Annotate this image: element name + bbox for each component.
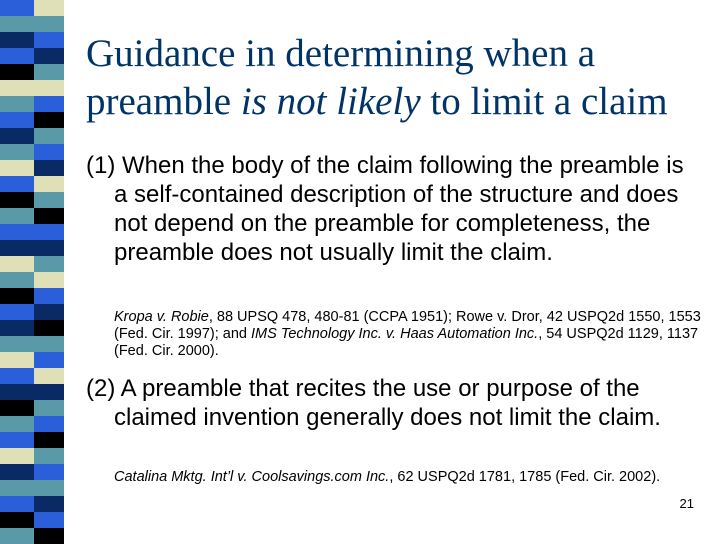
stripe-block <box>0 160 34 176</box>
stripe-block <box>0 48 34 64</box>
stripe-block <box>34 48 64 64</box>
stripe-block <box>0 480 34 496</box>
page-number: 21 <box>679 496 694 511</box>
stripe-block <box>0 304 34 320</box>
stripe-block <box>0 272 34 288</box>
stripe-block <box>34 384 64 400</box>
stripe-block <box>34 256 64 272</box>
stripe-block <box>0 144 34 160</box>
stripe-block <box>34 368 64 384</box>
stripe-block <box>0 368 34 384</box>
stripe-block <box>34 400 64 416</box>
stripe-block <box>34 224 64 240</box>
stripe-block <box>34 240 64 256</box>
stripe-block <box>34 448 64 464</box>
stripe-block <box>0 400 34 416</box>
title-part2: to limit a claim <box>430 80 668 123</box>
stripe-block <box>34 0 64 16</box>
stripe-block <box>0 320 34 336</box>
stripe-block <box>34 176 64 192</box>
title-emphasis: is not likely <box>240 80 421 123</box>
stripe-block <box>0 384 34 400</box>
stripe-block <box>34 336 64 352</box>
stripe-block <box>0 80 34 96</box>
stripe-block <box>0 240 34 256</box>
citation-text: , 88 UPSQ 478, 480-81 (CCPA 1951); Rowe v. Dror, 42 USPQ2d 1550, 1553 (Fed. Cir. 1997); and <box>114 309 701 342</box>
stripe-block <box>0 288 34 304</box>
decorative-stripe <box>0 0 64 540</box>
stripe-block <box>0 416 34 432</box>
stripe-block <box>0 528 34 544</box>
guidance-item-1: (1) When the body of the claim following the preamble is a self-contained description of the structure and does not depend on the preamble for completeness, the preamble does not usually limit the claim. <box>86 152 684 266</box>
guidance-item-2: (2) A preamble that recites the use or purpose of the claimed invention generally does not limit the claim. <box>86 375 661 431</box>
stripe-block <box>0 208 34 224</box>
slide-title <box>86 30 706 126</box>
stripe-block <box>0 16 34 32</box>
stripe-block <box>34 320 64 336</box>
stripe-block <box>34 512 64 528</box>
stripe-block <box>34 160 64 176</box>
stripe-block <box>34 16 64 32</box>
stripe-block <box>0 352 34 368</box>
stripe-block <box>34 128 64 144</box>
stripe-block <box>0 0 34 16</box>
stripe-block <box>0 512 34 528</box>
stripe-block <box>0 224 34 240</box>
stripe-block <box>34 528 64 544</box>
stripe-block <box>0 464 34 480</box>
stripe-block <box>34 32 64 48</box>
citation-1 <box>114 309 704 360</box>
case-name: Catalina Mktg. Int’l v. Coolsavings.com Inc. <box>114 469 390 485</box>
stripe-block <box>34 112 64 128</box>
citation-text: , 54 USPQ2d 1129, 1137 (Fed. Cir. 2000). <box>114 326 699 359</box>
stripe-block <box>0 192 34 208</box>
stripe-block <box>34 288 64 304</box>
stripe-block <box>0 432 34 448</box>
stripe-block <box>0 256 34 272</box>
citation-text: , 62 USPQ2d 1781, 1785 (Fed. Cir. 2002). <box>389 469 661 485</box>
stripe-block <box>34 432 64 448</box>
stripe-block <box>34 496 64 512</box>
case-name: Kropa v. Robie <box>114 309 209 325</box>
stripe-block <box>34 272 64 288</box>
stripe-block <box>34 304 64 320</box>
stripe-block <box>34 144 64 160</box>
stripe-block <box>34 80 64 96</box>
stripe-block <box>0 32 34 48</box>
stripe-block <box>34 192 64 208</box>
stripe-block <box>0 96 34 112</box>
stripe-block <box>0 336 34 352</box>
stripe-block <box>34 64 64 80</box>
stripe-block <box>0 496 34 512</box>
stripe-block <box>34 480 64 496</box>
stripe-block <box>34 352 64 368</box>
stripe-block <box>0 128 34 144</box>
citation-2 <box>114 469 704 486</box>
stripe-block <box>34 96 64 112</box>
stripe-block <box>0 448 34 464</box>
stripe-block <box>0 112 34 128</box>
stripe-block <box>34 464 64 480</box>
title-part1: Guidance in determining when a preamble <box>86 32 595 123</box>
case-name: IMS Technology Inc. v. Haas Automation Inc. <box>251 326 539 342</box>
stripe-block <box>0 176 34 192</box>
stripe-block <box>0 64 34 80</box>
stripe-block <box>34 416 64 432</box>
stripe-block <box>34 208 64 224</box>
